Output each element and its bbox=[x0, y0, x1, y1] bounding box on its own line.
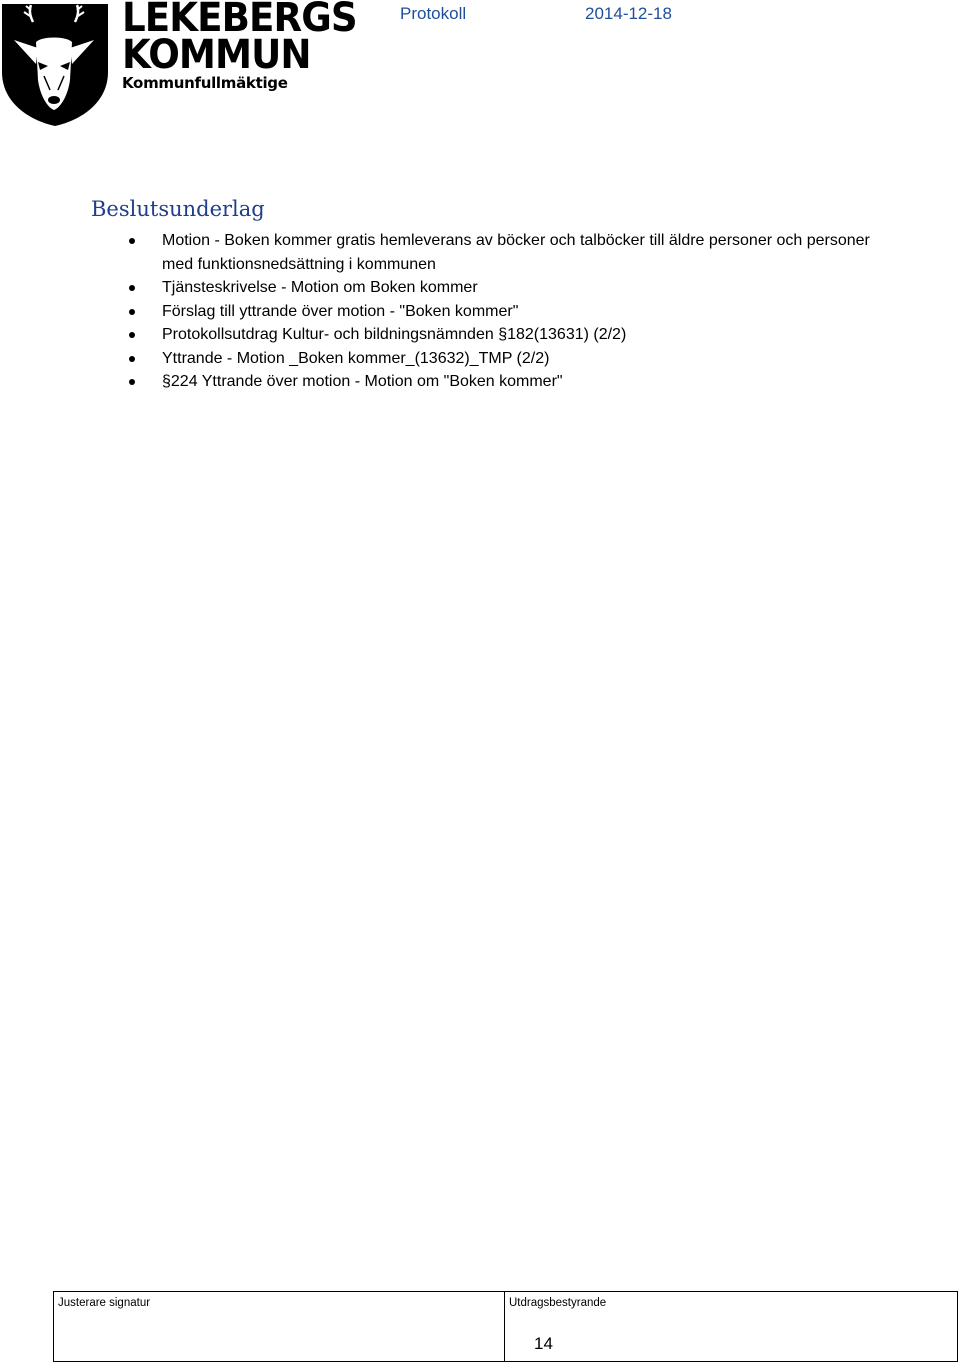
bullet-icon bbox=[129, 238, 135, 244]
footer-label-signature: Justerare signatur bbox=[58, 1297, 151, 1309]
list-item bbox=[110, 300, 890, 324]
list-item bbox=[110, 370, 890, 394]
list-item bbox=[110, 229, 890, 276]
document-list bbox=[110, 229, 890, 394]
footer-cell-signature bbox=[54, 1292, 505, 1361]
bullet-icon bbox=[129, 332, 135, 338]
list-item-text: Yttrande - Motion _Boken kommer_(13632)_TMP (2/2) bbox=[162, 349, 550, 367]
list-item bbox=[110, 347, 890, 371]
bullet-icon bbox=[129, 285, 135, 291]
organization-subtitle: Kommunfullmäktige bbox=[122, 74, 288, 92]
signature-footer-table bbox=[53, 1291, 958, 1362]
document-type: Protokoll bbox=[400, 4, 467, 23]
footer-cell-certifier bbox=[505, 1292, 957, 1361]
list-item-text: Motion - Boken kommer gratis hemleverans av böcker och talböcker till äldre personer och personer med funktionsnedsättning i kommunen bbox=[162, 232, 870, 273]
list-item bbox=[110, 323, 890, 347]
list-item bbox=[110, 276, 890, 300]
bullet-icon bbox=[129, 309, 135, 315]
organization-name-line2: KOMMUN bbox=[122, 32, 311, 78]
section-title: Beslutsunderlag bbox=[91, 197, 265, 221]
list-item-text: Förslag till yttrande över motion - "Boken kommer" bbox=[162, 302, 519, 320]
organization-name bbox=[122, 0, 374, 92]
footer-label-certifier: Utdragsbestyrande bbox=[509, 1297, 607, 1309]
list-item-text: Protokollsutdrag Kultur- och bildningsnämnden §182(13631) (2/2) bbox=[162, 326, 627, 343]
municipal-coat-of-arms-logo bbox=[0, 0, 112, 128]
list-item-text: Tjänsteskrivelse - Motion om Boken kommer bbox=[162, 279, 478, 296]
list-item-text: §224 Yttrande över motion - Motion om "Boken kommer" bbox=[162, 373, 563, 390]
page-number: 14 bbox=[534, 1334, 553, 1353]
bullet-icon bbox=[129, 379, 135, 385]
organization-name-line1: LEKEBERGS bbox=[122, 0, 357, 41]
bullet-icon bbox=[129, 356, 135, 362]
document-date: 2014-12-18 bbox=[585, 4, 672, 23]
